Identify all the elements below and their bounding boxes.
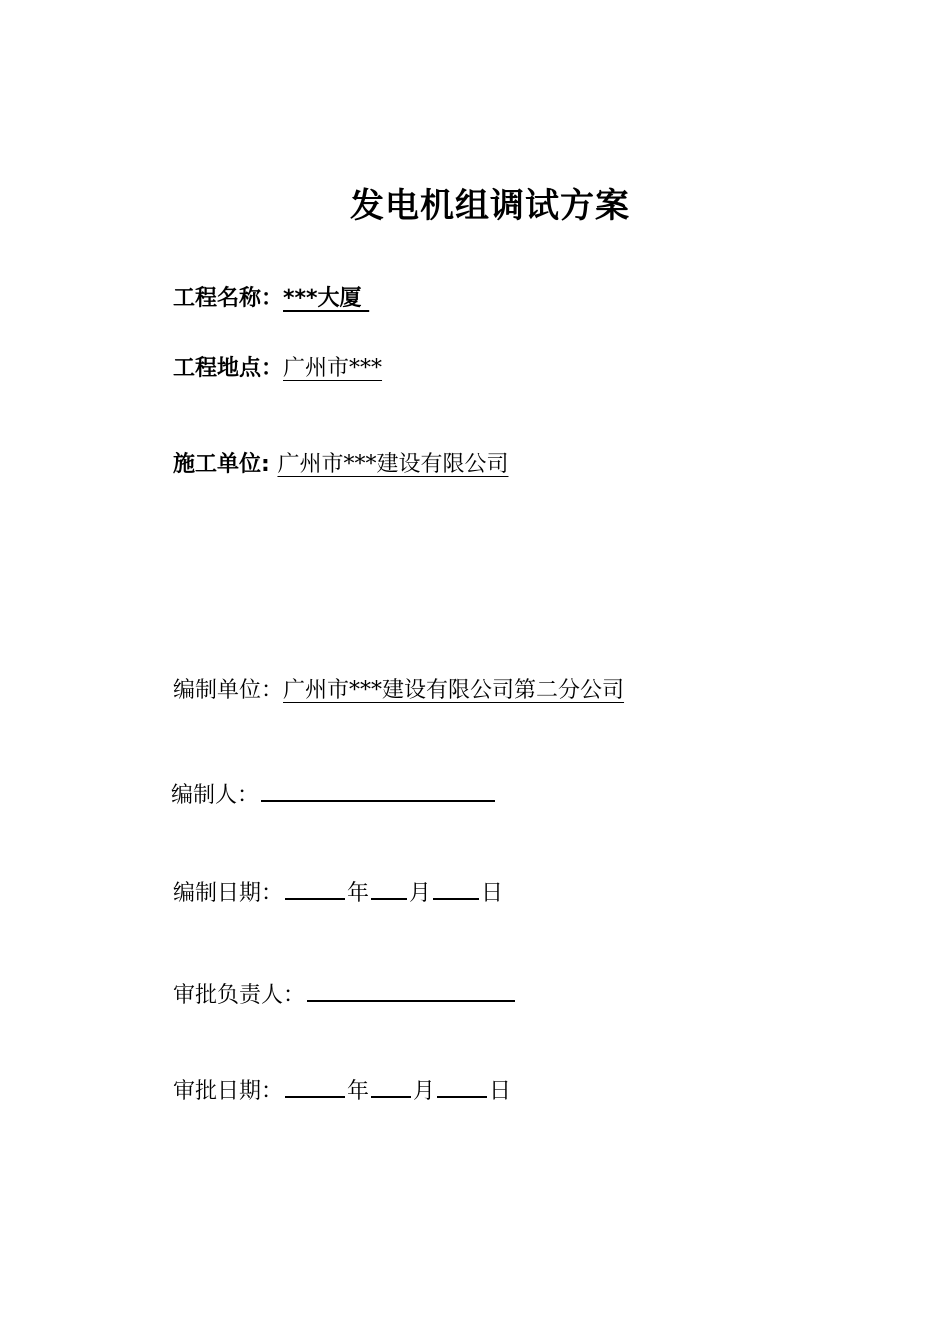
compile-day-blank (433, 876, 479, 900)
project-location-label: 工程地点： (173, 356, 284, 381)
construction-unit-value: 广州市***建设有限公司 (277, 452, 509, 477)
compiling-unit-row (173, 676, 624, 706)
project-name-label: 工程名称： (173, 286, 284, 311)
construction-unit-row (173, 450, 508, 480)
compiling-unit-value: 广州市***建设有限公司第二分公司 (283, 678, 625, 703)
compile-day-label: 日 (481, 881, 504, 906)
approver-row (173, 978, 517, 1011)
approver-blank (307, 978, 515, 1002)
compile-month-blank (371, 876, 407, 900)
approve-day-label: 日 (489, 1079, 512, 1104)
compiler-row (171, 778, 497, 811)
approver-label: 审批负责人： (173, 983, 306, 1008)
compile-year-blank (285, 876, 345, 900)
compiler-label: 编制人： (171, 783, 260, 808)
project-name-value: ***大厦 (283, 286, 370, 311)
compiling-unit-label: 编制单位： (173, 678, 284, 703)
project-location-value: 广州市*** (283, 356, 383, 381)
compiler-blank (261, 778, 495, 802)
compile-date-row (173, 876, 503, 909)
approve-month-blank (371, 1074, 411, 1098)
project-location-row (173, 354, 382, 384)
approve-month-label: 月 (413, 1079, 436, 1104)
project-name-row (173, 284, 369, 314)
compile-month-label: 月 (409, 881, 432, 906)
approve-date-row (173, 1074, 511, 1107)
approve-year-blank (285, 1074, 345, 1098)
compile-date-label: 编制日期： (173, 881, 284, 906)
approve-date-label: 审批日期： (173, 1079, 284, 1104)
approve-day-blank (437, 1074, 487, 1098)
compile-year-label: 年 (347, 881, 370, 906)
approve-year-label: 年 (347, 1079, 370, 1104)
document-title: 发电机组调试方案 (350, 186, 630, 226)
construction-unit-label: 施工单位: (173, 452, 278, 477)
